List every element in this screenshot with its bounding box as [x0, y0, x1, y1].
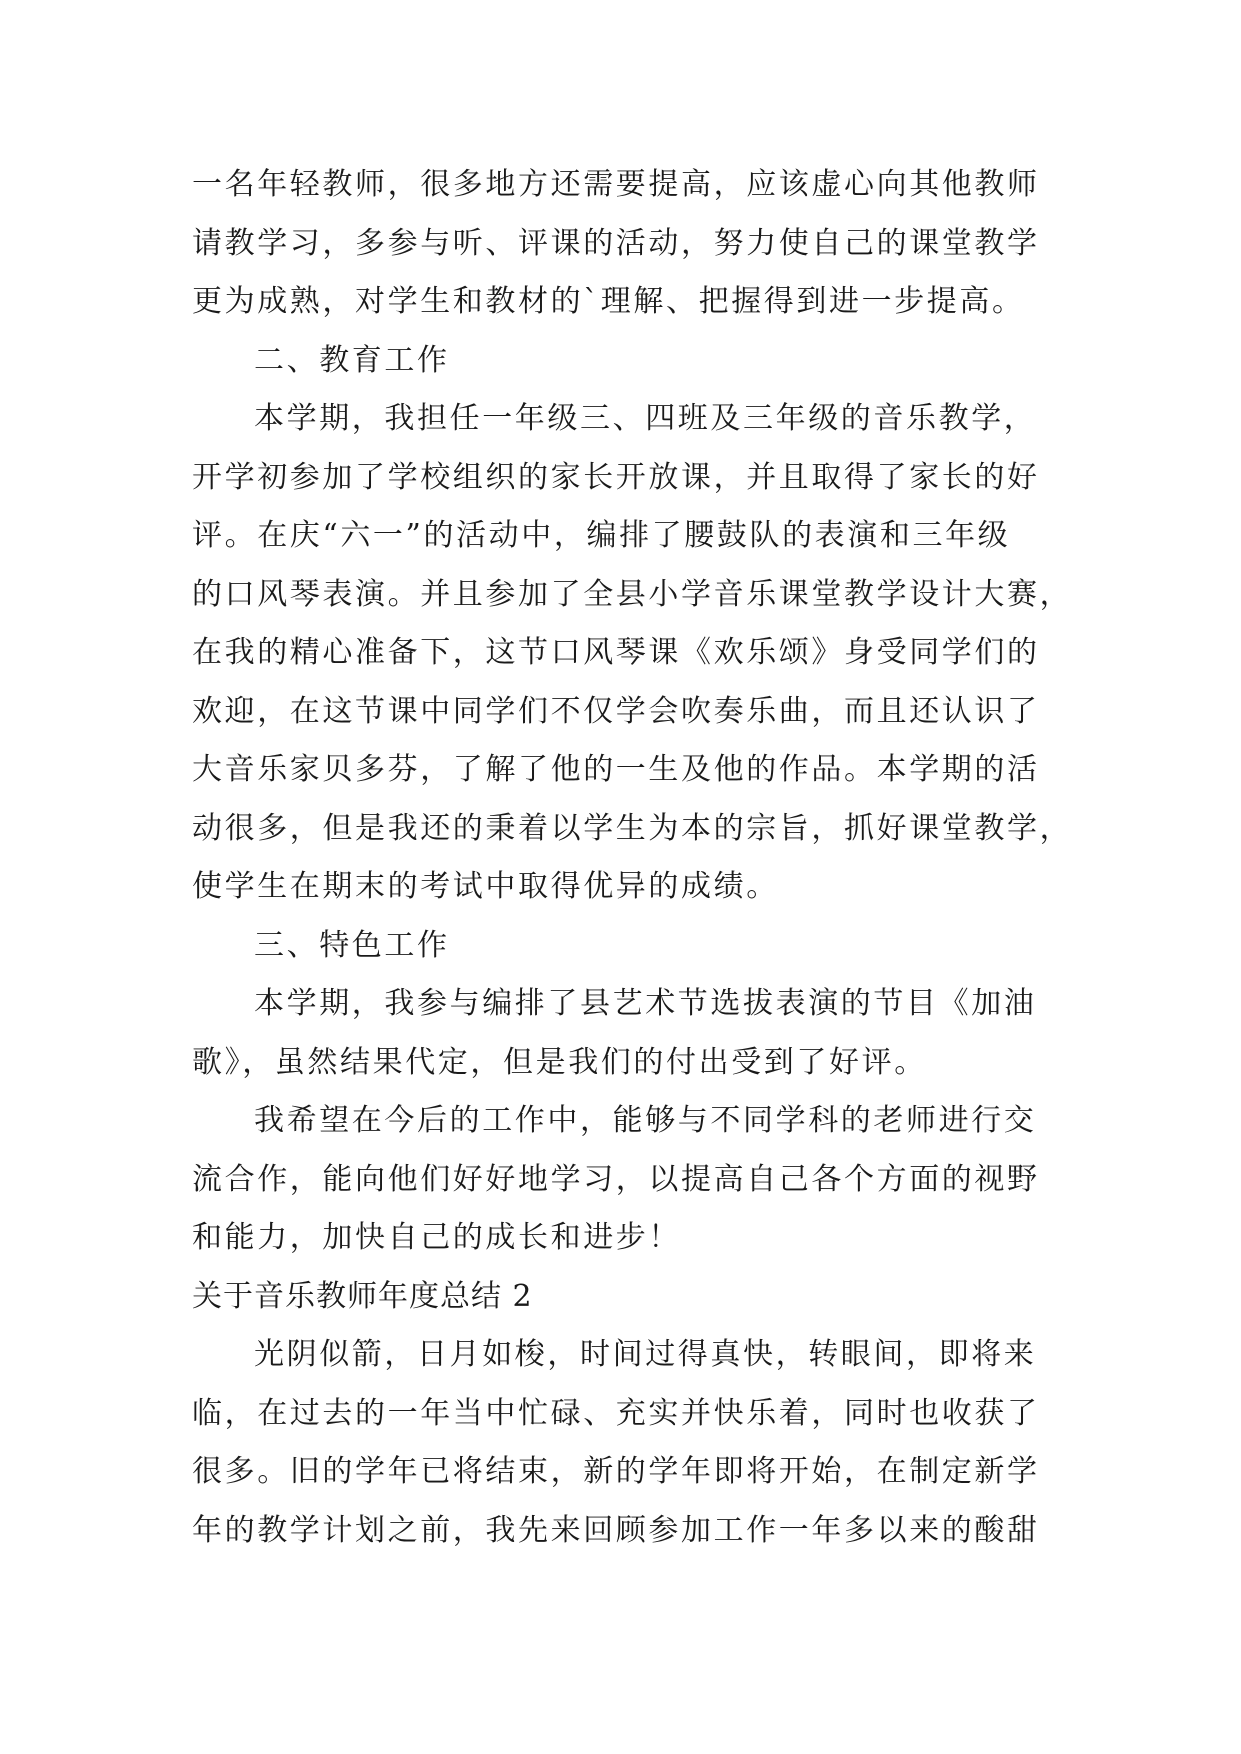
paragraph-line: 和能力，加快自己的成长和进步！ — [192, 1220, 681, 1255]
paragraph-line: 的口风琴表演。并且参加了全县小学音乐课堂教学设计大赛， — [192, 576, 1073, 612]
paragraph-line: 大音乐家贝多芬，了解了他的一生及他的作品。本学期的活 — [192, 752, 1040, 787]
section-heading: 三、特色工作 — [254, 927, 450, 963]
paragraph-line: 动很多，但是我还的秉着以学生为本的宗旨，抓好课堂教学， — [192, 810, 1073, 846]
paragraph-line: 欢迎，在这节课中同学们不仅学会吹奏乐曲，而且还认识了 — [192, 693, 1040, 729]
paragraph-line: 流合作，能向他们好好地学习，以提高自己各个方面的视野 — [192, 1161, 1040, 1197]
section-heading: 二、教育工作 — [254, 342, 450, 378]
paragraph-line: 我希望在今后的工作中，能够与不同学科的老师进行交 — [254, 1103, 1037, 1138]
paragraph-line: 更为成熟，对学生和教材的`理解、把握得到进一步提高。 — [192, 284, 1025, 319]
paragraph-line: 一名年轻教师，很多地方还需要提高，应该虚心向其他教师 — [192, 167, 1040, 202]
paragraph-line: 评。在庆“六一”的活动中，编排了腰鼓队的表演和三年级 — [192, 518, 1011, 553]
document-body — [192, 156, 1072, 1560]
paragraph-line: 本学期，我担任一年级三、四班及三年级的音乐教学， — [254, 401, 1037, 436]
paragraph-line: 歌》，虽然结果代定，但是我们的付出受到了好评。 — [192, 1044, 927, 1080]
paragraph-line: 在我的精心准备下，这节口风琴课《欢乐颂》身受同学们的 — [192, 635, 1040, 670]
paragraph-line: 使学生在期末的考试中取得优异的成绩。 — [192, 869, 779, 904]
paragraph-line: 本学期，我参与编排了县艺术节选拔表演的节目《加油 — [254, 986, 1037, 1021]
paragraph-line: 年的教学计划之前，我先来回顾参加工作一年多以来的酸甜 — [192, 1512, 1040, 1548]
paragraph-line: 很多。旧的学年已将结束，新的学年即将开始，在制定新学 — [192, 1454, 1040, 1489]
paragraph-line: 光阴似箭，日月如梭，时间过得真快，转眼间，即将来 — [254, 1337, 1037, 1372]
paragraph-line: 开学初参加了学校组织的家长开放课，并且取得了家长的好 — [192, 459, 1040, 495]
document-title: 关于音乐教师年度总结 2 — [192, 1278, 533, 1314]
paragraph-line: 请教学习，多参与听、评课的活动，努力使自己的课堂教学 — [192, 225, 1040, 261]
paragraph-line: 临，在过去的一年当中忙碌、充实并快乐着，同时也收获了 — [192, 1395, 1040, 1431]
